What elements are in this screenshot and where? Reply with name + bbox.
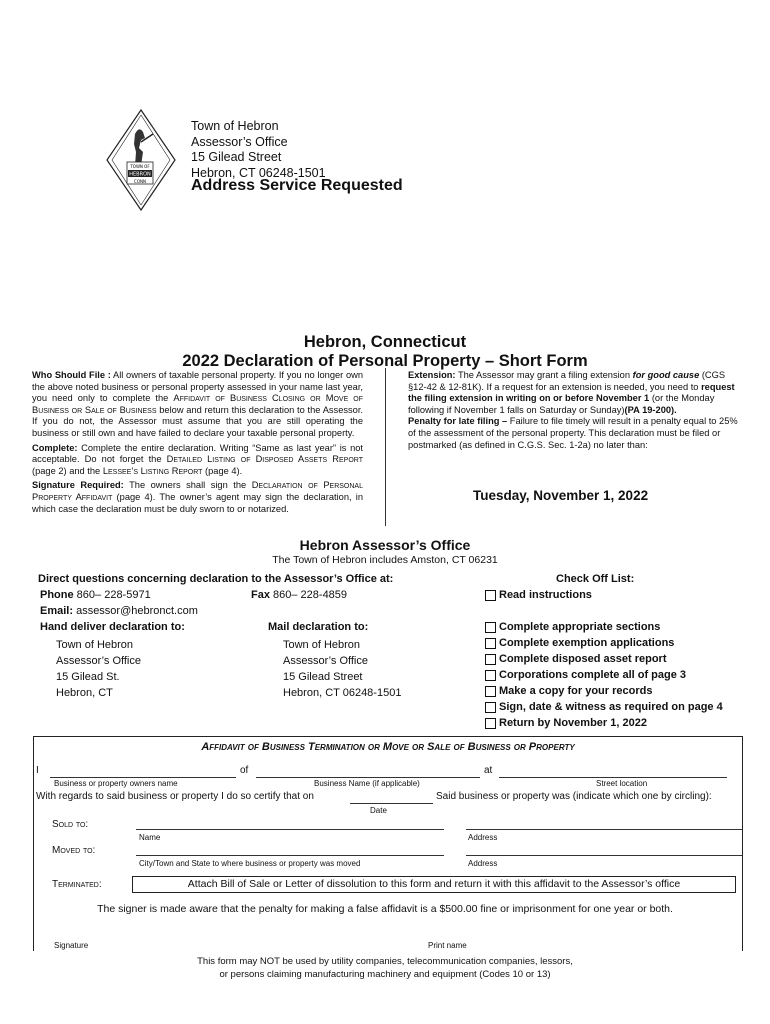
sold-name-field[interactable] — [136, 829, 444, 830]
checkbox[interactable] — [485, 686, 496, 697]
hand-deliver-label: Hand deliver declaration to: — [40, 621, 185, 633]
name-caption: Name — [139, 833, 161, 842]
moved-to-option[interactable]: Moved to: — [52, 845, 96, 856]
form-title: 2022 Declaration of Personal Property – Short Form — [182, 352, 588, 370]
terminated-instruction: Attach Bill of Sale or Letter of dissolution to this form and return it with this affidavit to the Assessor’s office — [132, 876, 736, 893]
affidavit-title: Affidavit of Business Termination or Move or Sale of Business or Property — [201, 741, 575, 753]
terminated-option[interactable]: Terminated: — [52, 879, 102, 890]
checklist-item[interactable]: Complete disposed asset report — [485, 653, 667, 665]
street-caption: Street location — [596, 779, 648, 788]
address-office: Assessor’s Office — [191, 134, 288, 149]
mail-label: Mail declaration to: — [268, 621, 369, 633]
penalty-text: Penalty for late filing – Failure to file timely will result in a penalty equal to 25% of the assessment of the personal property. This declaration must be filed or postmarked (as defined in C.G.S. Sec. 1-2a) no later than: — [408, 416, 738, 450]
checkbox[interactable] — [485, 638, 496, 649]
form-title-town: Hebron, Connecticut — [303, 333, 467, 351]
checklist-item[interactable]: Sign, date & witness as required on page 4 — [485, 701, 723, 713]
business-caption: Business Name (if applicable) — [314, 779, 420, 788]
affidavit-box — [33, 736, 743, 951]
seal-text-bottom: CONN — [134, 179, 146, 184]
affidavit-of: of — [240, 765, 249, 776]
checklist-item[interactable]: Read instructions — [485, 589, 592, 601]
checklist-item[interactable]: Make a copy for your records — [485, 685, 652, 697]
phone: Phone 860– 228-5971 — [40, 589, 151, 601]
mail-address: Town of Hebron Assessor’s Office 15 Gilead Street Hebron, CT 06248-1501 — [283, 639, 402, 699]
city-caption: City/Town and State to where business or property was moved — [139, 859, 361, 868]
owner-name-field[interactable] — [50, 777, 236, 778]
checkbox[interactable] — [485, 590, 496, 601]
checklist-item[interactable]: Corporations complete all of page 3 — [485, 669, 686, 681]
business-name-field[interactable] — [256, 777, 480, 778]
instructions-left — [32, 370, 363, 518]
sold-address-field[interactable] — [466, 829, 742, 830]
complete-instructions: Complete: Complete the entire declaration. Writing “Same as last year” is not acceptable. Do not forget the Detailed Listing of Disposed Assets Report (page 2) and the Lessee’s Listing Report (page 4). — [32, 442, 363, 476]
signature-required: Signature Required: The owners shall sign the Declaration of Personal Property Affidavit (page 4). The owner’s agent may sign the declaration, in which case the declaration must be duly sworn to or notarized. — [32, 480, 363, 514]
affidavit-i: I — [36, 765, 39, 776]
instructions-right — [408, 370, 742, 451]
print-name-caption: Print name — [428, 941, 467, 950]
office-subtitle: The Town of Hebron includes Amston, CT 06231 — [272, 554, 498, 566]
who-should-file: Who Should File : All owners of taxable personal property. If you no longer own the above noted business or personal property assessed in your name last year, you need only to complete the Affidavit of Business Closing or Move of Business or Sale of Business below and return this declaration to the Assessor. If you do not, the Assessor must assume that you are still operating the business or still own and have failed to declare your taxable personal property. — [32, 370, 364, 438]
checkbox[interactable] — [485, 718, 496, 729]
regards-text: With regards to said business or property I do so certify that on — [36, 791, 314, 802]
office-title: Hebron Assessor’s Office — [299, 537, 471, 553]
date-caption: Date — [370, 806, 387, 815]
checklist-item[interactable]: Complete appropriate sections — [485, 621, 660, 633]
owner-caption: Business or property owners name — [54, 779, 178, 788]
town-seal-logo — [105, 108, 177, 212]
moved-city-field[interactable] — [136, 855, 444, 856]
address-city: Hebron, CT 06248-1501 — [191, 165, 326, 180]
direct-questions: Direct questions concerning declaration to the Assessor’s Office at: — [38, 573, 394, 585]
address-town: Town of Hebron — [191, 119, 279, 133]
column-divider — [385, 368, 386, 526]
checkbox[interactable] — [485, 670, 496, 681]
address-caption: Address — [468, 833, 498, 842]
moved-address-field[interactable] — [466, 855, 742, 856]
email: Email: assessor@hebronct.com — [40, 605, 198, 617]
checklist-item[interactable]: Complete exemption applications — [485, 637, 674, 649]
address-street: 15 Gilead Street — [191, 150, 282, 164]
date-field[interactable] — [350, 803, 433, 804]
seal-text-top: TOWN OF — [130, 164, 150, 169]
checklist-item[interactable]: Return by November 1, 2022 — [485, 717, 647, 729]
seal-text-mid: HEBRON — [129, 171, 151, 178]
hand-deliver-address: Town of Hebron Assessor’s Office 15 Gilead St. Hebron, CT — [56, 639, 141, 699]
mailing-address — [191, 119, 326, 181]
street-location-field[interactable] — [499, 777, 727, 778]
affidavit-at: at — [484, 765, 493, 776]
footer-note: This form may NOT be used by utility companies, telecommunication companies, lessors, or persons claiming manufacturing machinery and equipment (Codes 10 or 13) — [197, 956, 573, 980]
checklist-title: Check Off List: — [556, 573, 635, 585]
address-service-requested: Address Service Requested — [191, 177, 403, 194]
address-caption-2: Address — [468, 859, 498, 868]
filing-deadline: Tuesday, November 1, 2022 — [473, 488, 649, 503]
false-affidavit-penalty: The signer is made aware that the penalty for making a false affidavit is a $500.00 fine or imprisonment for one year or both. — [97, 903, 673, 915]
extension-text: Extension: The Assessor may grant a filing extension for good cause (CGS §12-42 & 12-81K). If a request for an extension is needed, you need to request the filing extension in writing on or before November 1 (or the Monday following if November 1 falls on Saturday or Sunday)(PA 19-200). — [408, 370, 735, 415]
fax: Fax 860– 228-4859 — [251, 589, 348, 601]
checkbox[interactable] — [485, 654, 496, 665]
signature-caption: Signature — [54, 941, 89, 950]
checkbox[interactable] — [485, 702, 496, 713]
said-text: Said business or property was (indicate which one by circling): — [436, 791, 712, 802]
checkbox[interactable] — [485, 622, 496, 633]
sold-to-option[interactable]: Sold to: — [52, 819, 89, 830]
